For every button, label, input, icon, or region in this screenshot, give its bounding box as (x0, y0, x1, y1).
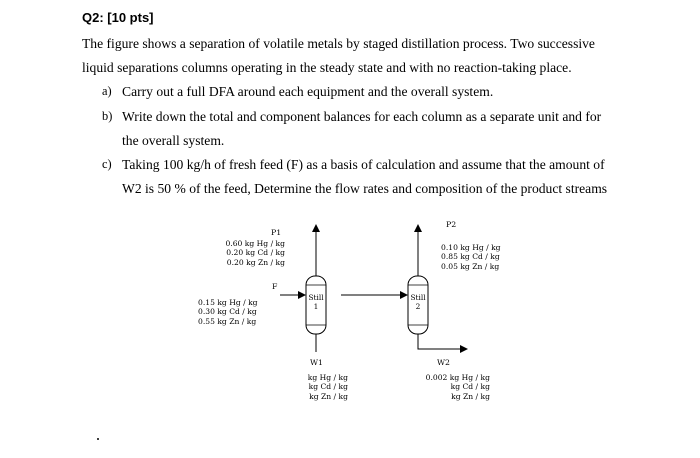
p2-line: 0.85 kg Cd / kg (441, 252, 500, 262)
intro-line-1: The figure shows a separation of volatile metals by staged distillation process. Two successive (82, 36, 595, 51)
still-2-label-line1: Still (410, 293, 426, 302)
w2-composition (400, 373, 490, 401)
p1-line: 0.60 kg Hg / kg (225, 239, 285, 248)
part-b-text-1: Write down the total and component balances for each column as a separate unit and for (122, 109, 602, 124)
still-1-label-line2: 1 (313, 302, 319, 311)
p1-line: 0.20 kg Zn / kg (226, 257, 285, 267)
still-2-label (408, 293, 428, 311)
w1-composition (290, 373, 348, 401)
part-c-text-2: W2 is 50 % of the feed, Determine the flow rates and composition of the product streams (122, 181, 608, 196)
feed-line: 0.55 kg Zn / kg (198, 316, 257, 326)
p2-composition (441, 243, 501, 271)
part-a-text: Carry out a full DFA around each equipment and the overall system. (122, 84, 494, 99)
w1-line: kg Zn / kg (309, 391, 348, 401)
p1-composition (200, 239, 285, 267)
part-b-text-2: the overall system. (122, 133, 225, 148)
p2-line: 0.10 kg Hg / kg (441, 243, 501, 252)
still-1-label-line1: Still (308, 293, 324, 302)
w1-label: W1 (310, 358, 323, 367)
w1-line: kg Cd / kg (308, 382, 348, 392)
feed-label: F (272, 282, 278, 291)
w2-line: kg Zn / kg (451, 391, 490, 401)
intro-line-2: liquid separations columns operating in the steady state and with no reaction-taking place. (82, 60, 572, 75)
feed-line: 0.15 kg Hg / kg (198, 298, 258, 307)
still-1-label (306, 293, 326, 311)
part-c-label: c) (102, 157, 112, 171)
w2-stream-arrow (418, 334, 467, 349)
w1-line: kg Hg / kg (307, 373, 348, 382)
part-c-text-1: Taking 100 kg/h of fresh feed (F) as a basis of calculation and assume that the amount of (122, 157, 605, 172)
p1-line: 0.20 kg Cd / kg (226, 248, 285, 258)
w2-label: W2 (437, 358, 450, 367)
stray-dot (97, 438, 99, 440)
p2-label: P2 (446, 220, 457, 229)
feed-composition (198, 298, 258, 326)
w2-line: kg Cd / kg (450, 382, 490, 392)
feed-line: 0.30 kg Cd / kg (198, 307, 257, 317)
p2-line: 0.05 kg Zn / kg (441, 261, 500, 271)
question-heading: Q2: [10 pts] (82, 10, 154, 25)
part-b-label: b) (102, 109, 113, 123)
p1-label: P1 (271, 228, 282, 237)
w2-line: 0.002 kg Hg / kg (425, 373, 490, 382)
still-2-label-line2: 2 (415, 302, 421, 311)
part-a-label: a) (102, 84, 112, 98)
